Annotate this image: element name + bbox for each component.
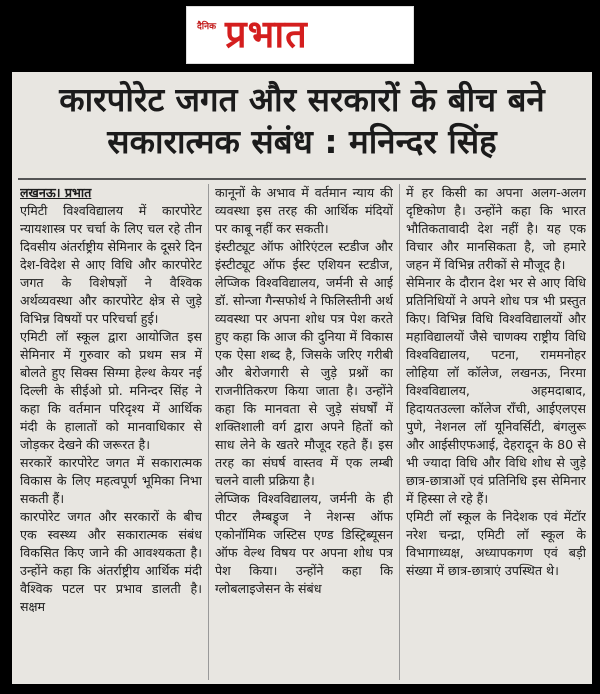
column-1-paragraph-3: सरकारें कारपोरेट जगत में सकारात्मक विकास के लिए महत्वपूर्ण भूमिका निभा सकती हैं। [20, 455, 202, 506]
masthead-name: प्रभात [225, 12, 308, 56]
masthead-area [0, 0, 600, 70]
column-2-paragraph-3: लेप्जिक विश्वविद्यालय, जर्मनी के ही पीटर लैम्बड्र्ज ने नेशन्स ऑफ एकोनॉमिक जस्टिस एण्ड डिस्ट्रिब्यूसन ऑफ वेल्थ विषय पर अपना शोध पत्र पेश किया। उन्होंने कहा कि ग्लोबलाइजेसन के संबंध [215, 491, 393, 596]
column-2-paragraph-1: कानूनों के अभाव में वर्तमान न्याय की व्यवस्था इस तरह की आर्थिक मंदियों पर काबू नहीं कर सकती। [215, 185, 393, 236]
headline-line-1: कारपोरेट जगत और सरकारों के बीच बने [59, 80, 545, 119]
column-1-paragraph-1: एमिटी विश्वविद्यालय में कारपोरेट न्यायशास्त्र पर चर्चा के लिए चल रहे तीन दिवसीय अंतर्राष्ट्रीय सेमिनार के दूसरे दिन देश-विदेश से आए विधि और कारपोरेट जगत के विशेषज्ञों ने वैश्विक अर्थव्यवस्था और कारपोरेट क्षेत्र से जुड़े विभिन्न विषयों पर परिचर्चा हुई। [20, 203, 202, 326]
headline-line-2: सकारात्मक संबंध : मनिन्दर सिंह [107, 122, 497, 161]
dateline: लखनऊ। प्रभात [20, 185, 92, 200]
article-column-2 [215, 184, 393, 684]
column-2-paragraph-2: इंस्टीट्यूट ऑफ ओरिएंटल स्टडीज और इंस्टीट्यूट ऑफ ईस्ट एशियन स्टडीज, लेप्जिक विश्वविद्यालय, जर्मनी से आई डॉ. सोन्जा गैन्सफोर्थ ने फिलिस्तीनी अर्थ व्यवस्था पर अपना शोध पत्र पेश करते हुए कहा कि आज की दुनिया में विकास एक ऐसा शब्द है, जिसके जरिए गरीबी और बेरोजगारी से जुड़े प्रश्नों का राजनीतिकरण किया जाता है। उन्होंने कहा कि मानवता से जुड़े संघर्षों में शक्तिशाली वर्ग द्वारा अपने हितों को साध लेने के खतरे मौजूद रहते हैं। इस तरह का संघर्ष वास्तव में एक लम्बी चलने वाली प्रक्रिया है। [215, 239, 393, 488]
article-column-1 [20, 184, 202, 684]
column-divider-1 [208, 184, 209, 680]
article-column-3 [406, 184, 586, 684]
headline-rule [18, 178, 586, 180]
column-3-paragraph-3: एमिटी लॉ स्कूल के निदेशक एवं मेंटॉर नरेश चन्द्रा, एमिटी लॉ स्कूल के विभागाध्यक्ष, अध्यापकगण एवं बड़ी संख्या में छात्र-छात्राएं उपस्थित थे। [406, 509, 586, 578]
column-3-paragraph-1: में हर किसी का अपना अलग-अलग दृष्टिकोण है। उन्होंने कहा कि भारत भौतिकतावादी देश नहीं है। यह एक विचार और मानसिकता है, जो हमारे जहन में विभिन्न तरीकों से मौजूद है। [406, 185, 586, 272]
column-3-paragraph-2: सेमिनार के दौरान देश भर से आए विधि प्रतिनिधियों ने अपने शोध पत्र भी प्रस्तुत किए। विभिन्न विधि विश्वविद्यालयों और महाविद्यालयों जैसे चाणक्य राष्ट्रीय विधि विश्वविद्यालय, पटना, राममनोहर लोहिया लॉ कॉलेज, लखनऊ, निरमा विश्वविद्यालय, अहमदाबाद, हिदायतउल्ला कॉलेज रॉंची, आईएलएस पुणे, नेशनल लॉ यूनिवर्सिटी, बंगलुरू और आईसीएफआई, देहरादून के 80 से भी ज्यादा विधि और विधि शोध से जुड़े छात्र-छात्राओं एवं प्रतिनिधि इस सेमिनार में हिस्सा ले रहे हैं। [406, 275, 586, 506]
column-divider-2 [399, 184, 400, 680]
column-1-paragraph-2: एमिटी लॉ स्कूल द्वारा आयोजित इस सेमिनार में गुरुवार को प्रथम सत्र में बोलते हुए सिक्स सिग्मा हेल्थ केयर नई दिल्ली के सीईओ प्रो. मनिन्दर सिंह ने कहा कि वर्तमान परिदृश्य में आर्थिक मंदी के हालातों को मानवाधिकार से जोड़कर देखने की जरूरत है। [20, 329, 202, 452]
news-clipping [12, 72, 592, 684]
article-headline [12, 80, 592, 164]
newspaper-masthead [186, 6, 414, 64]
masthead-prefix: दैनिक [197, 22, 217, 32]
column-1-paragraph-4: कारपोरेट जगत और सरकारों के बीच एक स्वस्थ्य और सकारात्मक संबंध विकसित किए जाने की आवश्यकता है। उन्होंने कहा कि अंतर्राष्ट्रीय आर्थिक मंदी वैश्विक पटल पर प्रभाव डालती है। सक्षम [20, 509, 202, 614]
